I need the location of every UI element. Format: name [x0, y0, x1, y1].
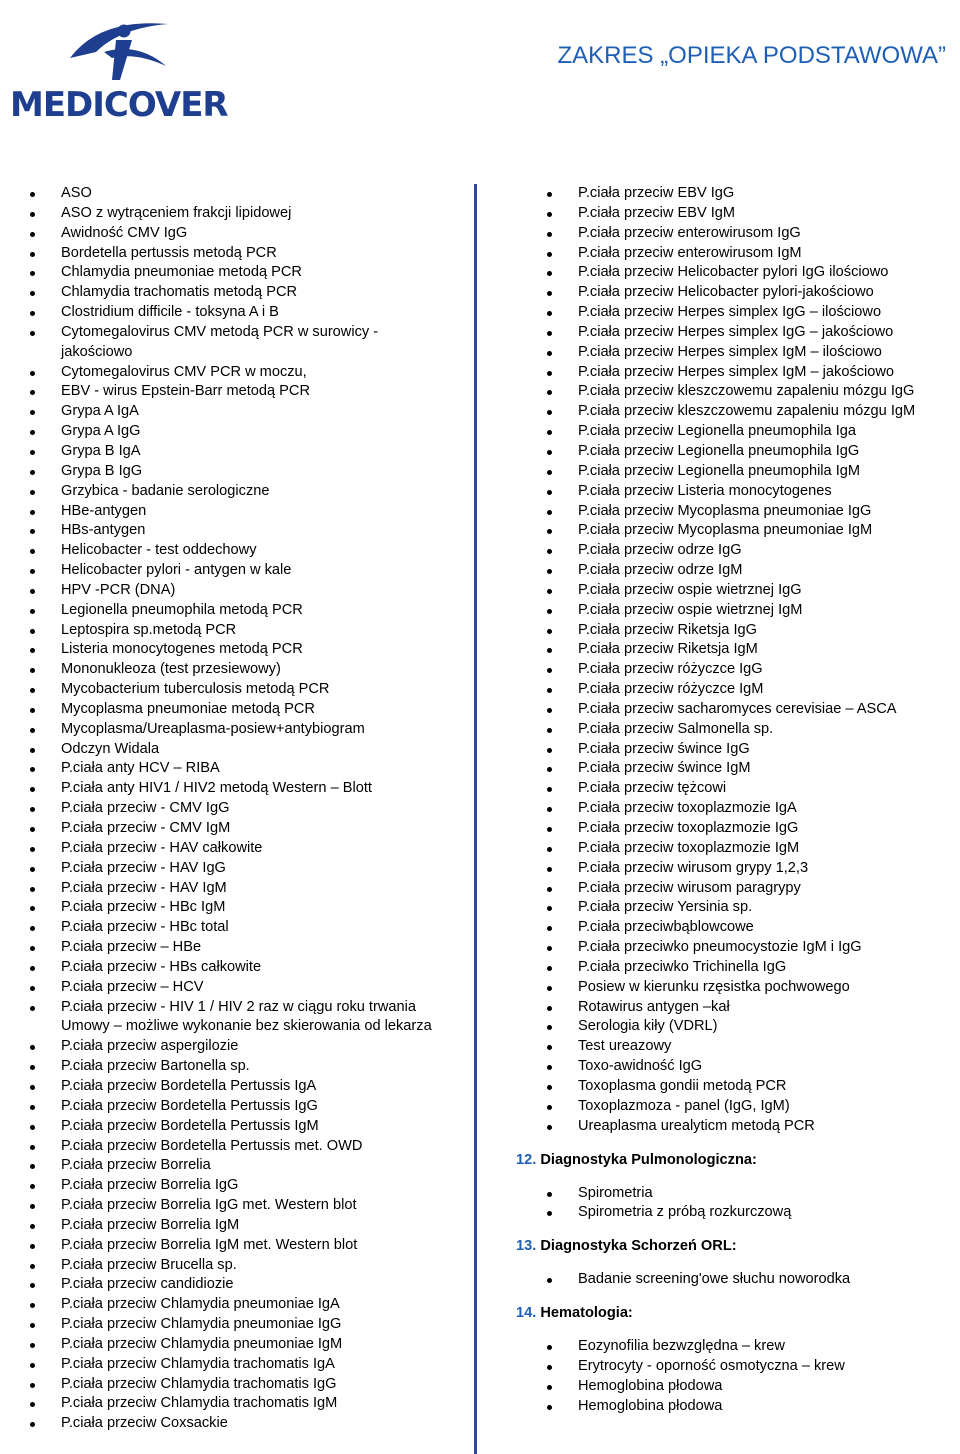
list-item: P.ciała przeciw - HBc total [0, 918, 450, 938]
list-item: P.ciała przeciw - HAV IgG [0, 859, 450, 879]
list-item: Helicobacter - test oddechowy [0, 541, 450, 561]
list-item: Erytrocyty - oporność osmotyczna – krew [516, 1357, 960, 1377]
page-title: ZAKRES „OPIEKA PODSTAWOWA” [557, 42, 946, 69]
list-item: Toxo-awidność IgG [516, 1057, 960, 1077]
list-item: Clostridium difficile - toksyna A i B [0, 303, 450, 323]
list-item: P.ciała przeciw Bordetella Pertussis IgA [0, 1077, 450, 1097]
right-test-list [516, 184, 960, 1137]
list-item: P.ciała przeciw - HBc IgM [0, 898, 450, 918]
list-item: P.ciała przeciw Herpes simplex IgG – ilościowo [516, 303, 960, 323]
list-item: Mononukleoza (test przesiewowy) [0, 660, 450, 680]
list-item: P.ciała anty HCV – RIBA [0, 759, 450, 779]
left-column [0, 184, 450, 1434]
list-item: P.ciała przeciw - CMV IgM [0, 819, 450, 839]
list-item: P.ciała przeciw Brucella sp. [0, 1256, 450, 1276]
list-item: Grypa B IgG [0, 462, 450, 482]
list-item: Posiew w kierunku rzęsistka pochwowego [516, 978, 960, 998]
list-item: P.ciała przeciw - HAV całkowite [0, 839, 450, 859]
list-item: P.ciała przeciw Chlamydia trachomatis IgG [0, 1375, 450, 1395]
list-item: P.ciała przeciw ospie wietrznej IgG [516, 581, 960, 601]
list-item: P.ciała przeciw Chlamydia pneumoniae IgA [0, 1295, 450, 1315]
list-item: P.ciała przeciw Legionella pneumophila IgG [516, 442, 960, 462]
list-item: P.ciała przeciw tężcowi [516, 779, 960, 799]
list-item: P.ciała przeciw EBV IgG [516, 184, 960, 204]
list-item: P.ciała przeciw - HBs całkowite [0, 958, 450, 978]
list-item: Cytomegalovirus CMV PCR w moczu, [0, 363, 450, 383]
list-item: P.ciała przeciw toxoplazmozie IgG [516, 819, 960, 839]
logo-wordmark: MEDICOVER [10, 85, 228, 125]
list-item: P.ciała przeciw Yersinia sp. [516, 898, 960, 918]
list-item: P.ciała przeciw - HIV 1 / HIV 2 raz w ciągu roku trwania Umowy – możliwe wykonanie bez skierowania od lekarza [0, 998, 450, 1038]
list-item: Toxoplazmoza - panel (IgG, IgM) [516, 1097, 960, 1117]
list-item: P.ciała przeciw aspergilozie [0, 1037, 450, 1057]
section [516, 1303, 960, 1416]
list-item: ASO [0, 184, 450, 204]
list-item: P.ciała przeciw Helicobacter pylori IgG ilościowo [516, 263, 960, 283]
list-item: P.ciała przeciw Chlamydia trachomatis IgA [0, 1355, 450, 1375]
list-item: Mycoplasma/Ureaplasma-posiew+antybiogram [0, 720, 450, 740]
list-item: P.ciała przeciw Listeria monocytogenes [516, 482, 960, 502]
list-item: Helicobacter pylori - antygen w kale [0, 561, 450, 581]
section [516, 1150, 960, 1224]
section-list [516, 1270, 960, 1290]
list-item: Hemoglobina płodowa [516, 1397, 960, 1417]
list-item: Odczyn Widala [0, 740, 450, 760]
list-item: P.ciała przeciw Herpes simplex IgM – jakościowo [516, 363, 960, 383]
section-list [516, 1337, 960, 1416]
list-item: P.ciała przeciw kleszczowemu zapaleniu mózgu IgG [516, 382, 960, 402]
list-item: Mycobacterium tuberculosis metodą PCR [0, 680, 450, 700]
list-item: Listeria monocytogenes metodą PCR [0, 640, 450, 660]
list-item: P.ciała przeciw Bordetella Pertussis IgG [0, 1097, 450, 1117]
list-item: Chlamydia pneumoniae metodą PCR [0, 263, 450, 283]
section-heading [516, 1236, 960, 1256]
list-item: P.ciała przeciw Riketsja IgG [516, 621, 960, 641]
list-item: P.ciała przeciw toxoplazmozie IgA [516, 799, 960, 819]
list-item: Legionella pneumophila metodą PCR [0, 601, 450, 621]
section-number: 14. [516, 1305, 537, 1322]
list-item: P.ciała przeciw sacharomyces cerevisiae – ASCA [516, 700, 960, 720]
list-item: Cytomegalovirus CMV metodą PCR w surowicy - jakościowo [0, 323, 450, 363]
left-test-list [0, 184, 450, 1434]
list-item: Grypa A IgG [0, 422, 450, 442]
list-item: Grypa B IgA [0, 442, 450, 462]
list-item: P.ciała przeciw Legionella pneumophila Iga [516, 422, 960, 442]
section-heading [516, 1150, 960, 1170]
list-item: P.ciała przeciw candidiozie [0, 1275, 450, 1295]
list-item: P.ciała przeciw enterowirusom IgM [516, 244, 960, 264]
list-item: P.ciała przeciw różyczce IgM [516, 680, 960, 700]
list-item: Chlamydia trachomatis metodą PCR [0, 283, 450, 303]
list-item: P.ciała przeciw Borrelia IgG met. Western blot [0, 1196, 450, 1216]
list-item: P.ciała przeciw kleszczowemu zapaleniu mózgu IgM [516, 402, 960, 422]
list-item: P.ciała przeciw - HAV IgM [0, 879, 450, 899]
list-item: P.ciała przeciw Borrelia IgM met. Western blot [0, 1236, 450, 1256]
list-item: P.ciała przeciw Riketsja IgM [516, 640, 960, 660]
list-item: P.ciała przeciw Mycoplasma pneumoniae IgG [516, 502, 960, 522]
list-item: P.ciała przeciw Bordetella Pertussis IgM [0, 1117, 450, 1137]
list-item: P.ciała przeciw – HCV [0, 978, 450, 998]
list-item: P.ciała przeciw wirusom grypy 1,2,3 [516, 859, 960, 879]
list-item: P.ciała przeciw wirusom paragrypy [516, 879, 960, 899]
list-item: P.ciała przeciw Bartonella sp. [0, 1057, 450, 1077]
list-item: P.ciała przeciw Chlamydia pneumoniae IgM [0, 1335, 450, 1355]
list-item: Serologia kiły (VDRL) [516, 1017, 960, 1037]
section [516, 1236, 960, 1290]
list-item: P.ciała przeciwko pneumocystozie IgM i IgG [516, 938, 960, 958]
section-number: 13. [516, 1238, 537, 1255]
list-item: Leptospira sp.metodą PCR [0, 621, 450, 641]
list-item: P.ciała przeciw enterowirusom IgG [516, 224, 960, 244]
list-item: P.ciała przeciw odrze IgM [516, 561, 960, 581]
list-item: Ureaplasma urealyticm metodą PCR [516, 1117, 960, 1137]
sections [516, 1150, 960, 1417]
list-item: Toxoplasma gondii metodą PCR [516, 1077, 960, 1097]
medicover-logo [8, 6, 230, 125]
right-column [516, 184, 960, 1416]
list-item: P.ciała przeciw Legionella pneumophila IgM [516, 462, 960, 482]
list-item: Awidność CMV IgG [0, 224, 450, 244]
list-item: P.ciała przeciwko Trichinella IgG [516, 958, 960, 978]
column-divider [474, 184, 477, 1454]
list-item: P.ciała anty HIV1 / HIV2 metodą Western – Blott [0, 779, 450, 799]
list-item: P.ciała przeciw śwince IgG [516, 740, 960, 760]
list-item: P.ciała przeciw Mycoplasma pneumoniae IgM [516, 521, 960, 541]
list-item: P.ciała przeciw Borrelia IgG [0, 1176, 450, 1196]
section-list [516, 1184, 960, 1224]
section-title: Hematologia: [540, 1305, 633, 1322]
list-item: Rotawirus antygen –kał [516, 998, 960, 1018]
list-item: P.ciała przeciwbąblowcowe [516, 918, 960, 938]
section-title: Diagnostyka Schorzeń ORL: [540, 1238, 737, 1255]
list-item: Eozynofilia bezwzględna – krew [516, 1337, 960, 1357]
list-item: P.ciała przeciw Chlamydia pneumoniae IgG [0, 1315, 450, 1335]
list-item: Test ureazowy [516, 1037, 960, 1057]
list-item: P.ciała przeciw EBV IgM [516, 204, 960, 224]
list-item: ASO z wytrąceniem frakcji lipidowej [0, 204, 450, 224]
list-item: HBs-antygen [0, 521, 450, 541]
section-heading [516, 1303, 960, 1323]
list-item: P.ciała przeciw Herpes simplex IgG – jakościowo [516, 323, 960, 343]
list-item: HBe-antygen [0, 502, 450, 522]
list-item: P.ciała przeciw Borrelia [0, 1156, 450, 1176]
list-item: Spirometria [516, 1184, 960, 1204]
list-item: Hemoglobina płodowa [516, 1377, 960, 1397]
list-item: P.ciała przeciw - CMV IgG [0, 799, 450, 819]
list-item: P.ciała przeciw Bordetella Pertussis met. OWD [0, 1137, 450, 1157]
list-item: EBV - wirus Epstein-Barr metodą PCR [0, 382, 450, 402]
logo-mark-icon [8, 6, 230, 86]
section-number: 12. [516, 1151, 537, 1168]
list-item: Grzybica - badanie serologiczne [0, 482, 450, 502]
list-item: Grypa A IgA [0, 402, 450, 422]
list-item: Badanie screening'owe słuchu noworodka [516, 1270, 960, 1290]
list-item: P.ciała przeciw – HBe [0, 938, 450, 958]
list-item: P.ciała przeciw Coxsackie [0, 1414, 450, 1434]
list-item: P.ciała przeciw Herpes simplex IgM – ilościowo [516, 343, 960, 363]
list-item: Bordetella pertussis metodą PCR [0, 244, 450, 264]
list-item: P.ciała przeciw Borrelia IgM [0, 1216, 450, 1236]
list-item: P.ciała przeciw Chlamydia trachomatis IgM [0, 1394, 450, 1414]
list-item: P.ciała przeciw toxoplazmozie IgM [516, 839, 960, 859]
section-title: Diagnostyka Pulmonologiczna: [540, 1151, 757, 1168]
list-item: P.ciała przeciw śwince IgM [516, 759, 960, 779]
list-item: P.ciała przeciw ospie wietrznej IgM [516, 601, 960, 621]
list-item: Mycoplasma pneumoniae metodą PCR [0, 700, 450, 720]
list-item: P.ciała przeciw Salmonella sp. [516, 720, 960, 740]
list-item: HPV -PCR (DNA) [0, 581, 450, 601]
list-item: P.ciała przeciw Helicobacter pylori-jakościowo [516, 283, 960, 303]
list-item: P.ciała przeciw różyczce IgG [516, 660, 960, 680]
list-item: Spirometria z próbą rozkurczową [516, 1203, 960, 1223]
list-item: P.ciała przeciw odrze IgG [516, 541, 960, 561]
